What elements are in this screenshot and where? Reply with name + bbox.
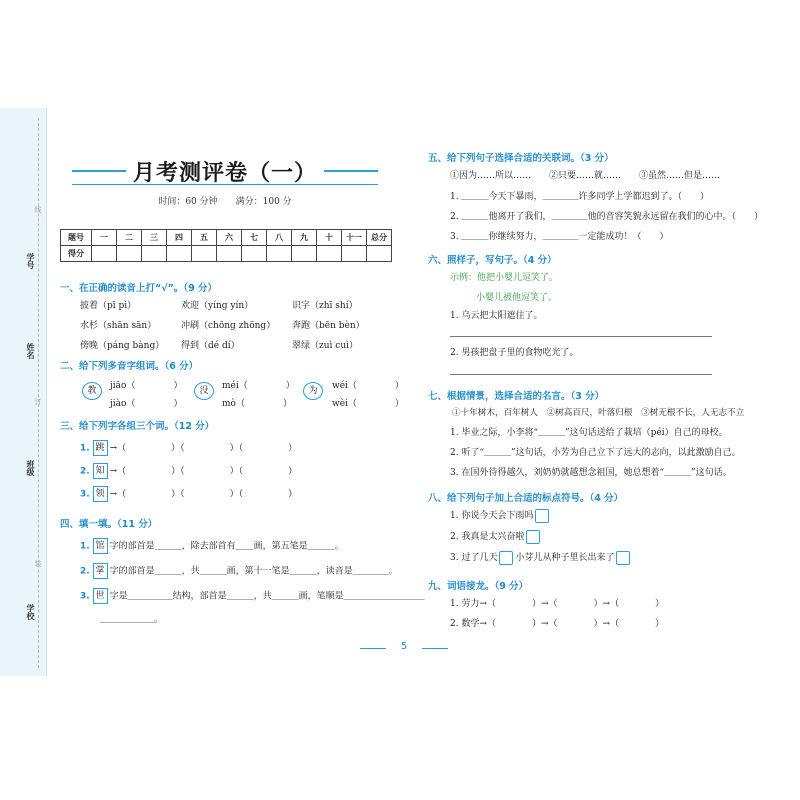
table-cell: 十	[317, 230, 342, 246]
pinyin-item[interactable]: 奔跑（bēn bèn）	[292, 321, 365, 331]
char-box: 掌	[93, 563, 108, 579]
punctuation-box[interactable]	[499, 551, 513, 565]
table-cell: 七	[242, 230, 267, 246]
answer-line[interactable]	[450, 374, 712, 375]
polyphone-char: 教	[82, 382, 102, 400]
score-table-header-row	[61, 230, 392, 246]
punctuation-item: 1. 你说今天会下雨吗	[450, 508, 551, 523]
page-number: 5	[400, 641, 408, 652]
cut-line	[38, 118, 40, 668]
cut-text-line: 线	[34, 206, 42, 213]
table-cell: 总分	[367, 230, 392, 246]
name-label: 姓名	[26, 343, 35, 359]
conjunction-item[interactable]: 2. ＿＿＿他离开了我们，＿＿＿＿他的音容笑貌永远留在我们的心中。（ ）	[450, 212, 763, 222]
reading-line[interactable]: jiāo（ ）	[110, 381, 183, 391]
polyphone-char: 为	[303, 382, 323, 400]
table-cell: 十一	[342, 230, 367, 246]
section-2-header: 二、给下列多音字组词。（6 分）	[60, 361, 199, 372]
conjunction-item[interactable]: 3. ＿＿＿你继续努力，＿＿＿＿一定能成功！（ ）	[450, 232, 669, 242]
answer-line[interactable]	[450, 336, 712, 337]
word-group-row[interactable]: 3. 领 →（ ）（ ）（ ）	[80, 486, 297, 502]
score-input-cell[interactable]	[142, 246, 167, 262]
score-input-cell[interactable]	[192, 246, 217, 262]
section-6-header: 六、照样子，写句子。（4 分）	[428, 255, 557, 266]
section-7-header: 七、根据情景，选择合适的名言。（3 分）	[428, 391, 605, 402]
section-1-header: 一、在正确的读音上打“√”。（9 分）	[60, 283, 217, 294]
punctuation-item: 3. 过了几天 小芽儿从种子里长出来了	[450, 550, 632, 565]
score-input-cell[interactable]	[217, 246, 242, 262]
fill-row[interactable]: 3. 世 字是＿＿＿＿＿结构，部首是＿＿＿，共＿＿＿画，笔顺是＿＿＿＿＿＿＿＿＿	[80, 588, 425, 604]
table-cell: 九	[292, 230, 317, 246]
rewrite-item: 1. 乌云把太阳遮住了。	[450, 311, 543, 321]
fill-row-tail[interactable]: ＿＿＿＿＿＿。	[100, 615, 164, 625]
pinyin-item[interactable]: 识字（zhī shí）	[292, 301, 358, 311]
score-input-cell[interactable]	[267, 246, 292, 262]
example-sentence-rewritten: 小婴儿被他逗笑了。	[476, 293, 558, 303]
cut-text-install: 装	[34, 560, 42, 567]
title-box	[72, 150, 378, 218]
punctuation-box[interactable]	[616, 551, 630, 565]
score-input-cell[interactable]	[167, 246, 192, 262]
char-box: 跳	[93, 440, 108, 456]
score-input-cell[interactable]	[92, 246, 117, 262]
table-cell: 二	[117, 230, 142, 246]
polyphone-char: 没	[194, 382, 214, 400]
word-group-row[interactable]: 1. 跳 →（ ）（ ）（ ）	[80, 440, 297, 456]
char-box: 馆	[93, 538, 108, 554]
table-cell: 八	[267, 230, 292, 246]
table-cell: 题号	[61, 230, 92, 246]
char-box: 世	[93, 588, 108, 604]
pinyin-item[interactable]: 水杉（shān sān）	[80, 321, 157, 331]
reading-line[interactable]: wéi（ ）	[332, 381, 404, 391]
page-number-deco-right	[422, 648, 448, 649]
quote-item[interactable]: 1. 毕业之际，小李将“＿＿＿”这句话送给了栽培（péi）自己的母校。	[450, 428, 728, 438]
table-cell: 五	[192, 230, 217, 246]
quote-options: ①十年树木，百年树人 ②树高百尺，叶落归根 ③树无根不长，人无志不立	[452, 408, 745, 418]
table-cell: 六	[217, 230, 242, 246]
cut-text-bind: 订	[34, 398, 42, 405]
page-title: 月考测评卷（一）	[132, 160, 317, 186]
pinyin-item[interactable]: 翠绿（zuì cuì）	[292, 341, 358, 351]
score-table	[60, 229, 392, 262]
quote-item[interactable]: 3. 在国外待得越久，刘奶奶就越想念祖国，她总想着“＿＿＿”这句话。	[450, 468, 732, 478]
table-cell: 一	[92, 230, 117, 246]
rewrite-item: 2. 男孩把盘子里的食物吃光了。	[450, 348, 579, 358]
table-cell: 三	[142, 230, 167, 246]
score-input-cell[interactable]	[117, 246, 142, 262]
table-cell: 四	[167, 230, 192, 246]
char-box: 领	[93, 486, 108, 502]
section-4-header: 四、填一填。（11 分）	[60, 519, 158, 530]
reading-line[interactable]: mò（ ）	[222, 399, 292, 409]
section-9-header: 九、词语接龙。（9 分）	[428, 581, 529, 592]
section-5-header: 五、给下列句子选择合适的关联词。（3 分）	[428, 153, 614, 164]
score-input-cell[interactable]	[292, 246, 317, 262]
punctuation-box[interactable]	[526, 530, 540, 544]
fill-row[interactable]: 1. 馆 字的部首是＿＿＿，除去部首有＿＿画，第五笔是＿＿＿。	[80, 538, 344, 554]
punctuation-item: 2. 我真是太兴奋啦	[450, 529, 542, 544]
pinyin-item[interactable]: 欢迎（yíng yín）	[181, 301, 254, 311]
pinyin-item[interactable]: 得到（dé dí）	[181, 341, 240, 351]
class-label: 班级	[26, 460, 35, 476]
score-input-cell[interactable]	[317, 246, 342, 262]
reading-line[interactable]: jiào（ ）	[110, 399, 183, 409]
word-group-row[interactable]: 2. 知 →（ ）（ ）（ ）	[80, 463, 297, 479]
section-8-header: 八、给下列句子加上合适的标点符号。（4 分）	[428, 493, 624, 504]
pinyin-item[interactable]: 冲刷（chōng zhōng）	[181, 321, 276, 331]
exam-info: 时间：60 分钟 满分：100 分	[158, 197, 292, 207]
score-input-cell[interactable]	[342, 246, 367, 262]
page-number-deco-left	[360, 648, 386, 649]
quote-item[interactable]: 2. 听了“＿＿＿”这句话，小芳为自己立下了远大的志向，以此激励自己。	[450, 448, 741, 458]
char-box: 知	[93, 463, 108, 479]
student-number-label: 学号	[26, 253, 35, 269]
reading-line[interactable]: wèi（ ）	[332, 399, 404, 409]
pinyin-item[interactable]: 披着（pī pì）	[80, 301, 137, 311]
binding-strip	[0, 108, 47, 676]
score-table-score-row	[61, 246, 392, 262]
punctuation-box[interactable]	[535, 509, 549, 523]
section-3-header: 三、给下列字各组三个词。（12 分）	[60, 421, 215, 432]
table-cell: 得分	[61, 246, 92, 262]
reading-line[interactable]: méi（ ）	[222, 381, 295, 391]
conjunction-item[interactable]: 1. ＿＿＿今天下暴雨，＿＿＿＿许多同学上学都迟到了。（ ）	[450, 192, 709, 202]
word-chain-item[interactable]: 1. 劳力→（ ）→（ ）→（ ）	[450, 599, 665, 609]
school-label: 学校	[26, 604, 35, 620]
fill-row[interactable]: 2. 掌 字的部首是＿＿＿，共＿＿＿画，第十一笔是＿＿＿，读音是＿＿＿＿。	[80, 563, 398, 579]
conjunction-options: ①因为……所以…… ②只要……就…… ③虽然……但是……	[450, 171, 721, 181]
score-input-cell[interactable]	[242, 246, 267, 262]
pinyin-item[interactable]: 傍晚（páng bàng）	[80, 341, 165, 351]
word-chain-item[interactable]: 2. 数学→（ ）→（ ）→（ ）	[450, 619, 665, 629]
score-input-cell[interactable]	[367, 246, 392, 262]
example-sentence: 示例：他把小婴儿逗笑了。	[450, 273, 559, 283]
